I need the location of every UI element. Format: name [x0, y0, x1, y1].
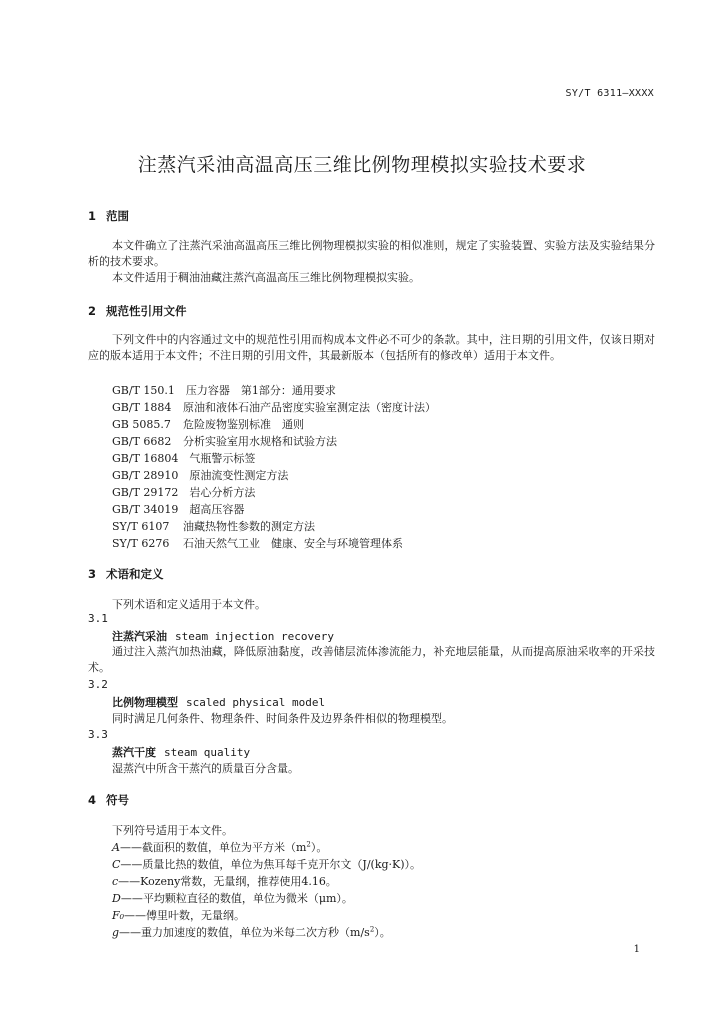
reference-name: 原油和液体石油产品密度实验室测定法（密度计法） [183, 401, 436, 414]
reference-item [112, 535, 403, 551]
section-title: 术语和定义 [106, 567, 164, 581]
symbol-superscript: 2 [306, 840, 311, 849]
symbol-variable: g [112, 926, 120, 939]
reference-item [112, 484, 255, 500]
reference-name: 分析实验室用水规格和试验方法 [183, 435, 337, 448]
term-english: steam quality [164, 746, 251, 759]
reference-code: GB/T 150.1 [112, 384, 175, 397]
term-chinese: 蒸汽干度 [112, 746, 156, 759]
term-definition: 同时满足几何条件、物理条件、时间条件及边界条件相似的物理模型。 [112, 712, 453, 725]
symbol-description: ——Kozeny常数，无量纲，推荐使用4.16。 [118, 875, 337, 888]
reference-item [112, 450, 255, 466]
reference-name: 压力容器 第1部分：通用要求 [185, 384, 336, 397]
reference-item [112, 518, 315, 534]
section-heading-scope [88, 208, 129, 224]
term-definition: 湿蒸汽中所含干蒸汽的质量百分含量。 [112, 762, 299, 775]
reference-name: 危险废物鉴别标准 通则 [183, 418, 304, 431]
symbol-description: ——截面积的数值，单位为平方米（m [119, 841, 307, 854]
term-english: scaled physical model [186, 696, 326, 709]
term-english: steam injection recovery [175, 630, 334, 643]
normative-intro: 下列文件中的内容通过文中的规范性引用而构成本文件必不可少的条款。其中，注日期的引用文件，仅该日期对应的版本适用于本文件；不注日期的引用文件，其最新版本（包括所有的修改单）适用于本文件。 [88, 333, 655, 362]
reference-code: GB 5085.7 [112, 418, 171, 431]
reference-code: SY/T 6107 [112, 520, 170, 533]
symbol-tail: ）。 [310, 841, 328, 854]
section-number: 4 [88, 793, 97, 807]
section-number: 3 [88, 567, 97, 581]
symbol-item [112, 856, 421, 872]
symbol-superscript: 2 [369, 925, 375, 934]
section-heading-terms [88, 566, 164, 582]
reference-item [112, 467, 288, 483]
scope-paragraph: 本文件确立了注蒸汽采油高温高压三维比例物理模拟实验的相似准则，规定了实验装置、实验方法及实验结果分析的技术要求。 [88, 239, 655, 268]
reference-name: 石油天然气工业 健康、安全与环境管理体系 [183, 537, 403, 550]
document-title: 注蒸汽采油高温高压三维比例物理模拟实验技术要求 [137, 154, 587, 176]
symbol-item [112, 873, 337, 889]
terms-intro: 下列术语和定义适用于本文件。 [112, 598, 266, 611]
symbol-variable: D [112, 892, 121, 905]
reference-code: GB/T 29172 [112, 486, 179, 499]
symbol-item [112, 839, 327, 855]
reference-name: 超高压容器 [189, 503, 245, 516]
reference-code: GB/T 34019 [112, 503, 179, 516]
term-number: 3.3 [88, 728, 108, 741]
section-number: 1 [88, 209, 97, 223]
symbol-variable: c [112, 875, 119, 888]
reference-item [112, 399, 436, 415]
reference-code: SY/T 6276 [112, 537, 170, 550]
section-heading-normative [88, 303, 187, 319]
reference-item [112, 382, 336, 398]
reference-code: GB/T 16804 [112, 452, 179, 465]
reference-item [112, 416, 304, 432]
scope-paragraph: 本文件适用于稠油油藏注蒸汽高温高压三维比例物理模拟实验。 [112, 271, 420, 284]
term-chinese: 比例物理模型 [112, 696, 178, 709]
page-number: 1 [633, 944, 640, 955]
section-heading-symbols [88, 792, 129, 808]
symbol-description: ——平均颗粒直径的数值，单位为微米（μm）。 [120, 892, 353, 905]
term-number: 3.1 [88, 612, 108, 625]
reference-name: 原油流变性测定方法 [189, 469, 289, 482]
reference-name: 岩心分析方法 [189, 486, 256, 499]
term-heading [112, 694, 325, 710]
symbol-description: ——傅里叶数，无量纲。 [124, 909, 246, 922]
symbol-tail: ）。 [374, 926, 391, 939]
reference-item [112, 501, 244, 517]
symbol-variable: C [112, 858, 121, 871]
symbol-item [112, 890, 353, 906]
term-number: 3.2 [88, 678, 108, 691]
section-title: 范围 [106, 209, 129, 223]
term-heading [112, 628, 334, 644]
reference-name: 油藏热物性参数的测定方法 [183, 520, 315, 533]
section-title: 规范性引用文件 [106, 304, 187, 318]
section-title: 符号 [106, 793, 129, 807]
reference-item [112, 433, 337, 449]
document-code-header: SY/T 6311—XXXX [565, 88, 654, 99]
symbols-intro: 下列符号适用于本文件。 [112, 824, 233, 837]
symbol-item [112, 907, 245, 923]
symbol-variable: A [112, 841, 120, 854]
symbol-description: ——重力加速度的数值，单位为米每二次方秒（m/s [119, 926, 370, 939]
section-number: 2 [88, 304, 97, 318]
reference-name: 气瓶警示标签 [189, 452, 256, 465]
term-definition: 通过注入蒸汽加热油藏，降低原油黏度，改善储层流体渗流能力，补充地层能量，从而提高原油采收率的开采技术。 [88, 645, 655, 674]
symbol-variable: F₀ [112, 909, 125, 922]
symbol-item [112, 924, 391, 940]
reference-code: GB/T 28910 [112, 469, 179, 482]
reference-code: GB/T 6682 [112, 435, 172, 448]
term-chinese: 注蒸汽采油 [112, 630, 167, 643]
symbol-description: ——质量比热的数值，单位为焦耳每千克开尔文（J/(kg·K)）。 [120, 858, 422, 871]
term-heading [112, 744, 250, 760]
reference-code: GB/T 1884 [112, 401, 172, 414]
